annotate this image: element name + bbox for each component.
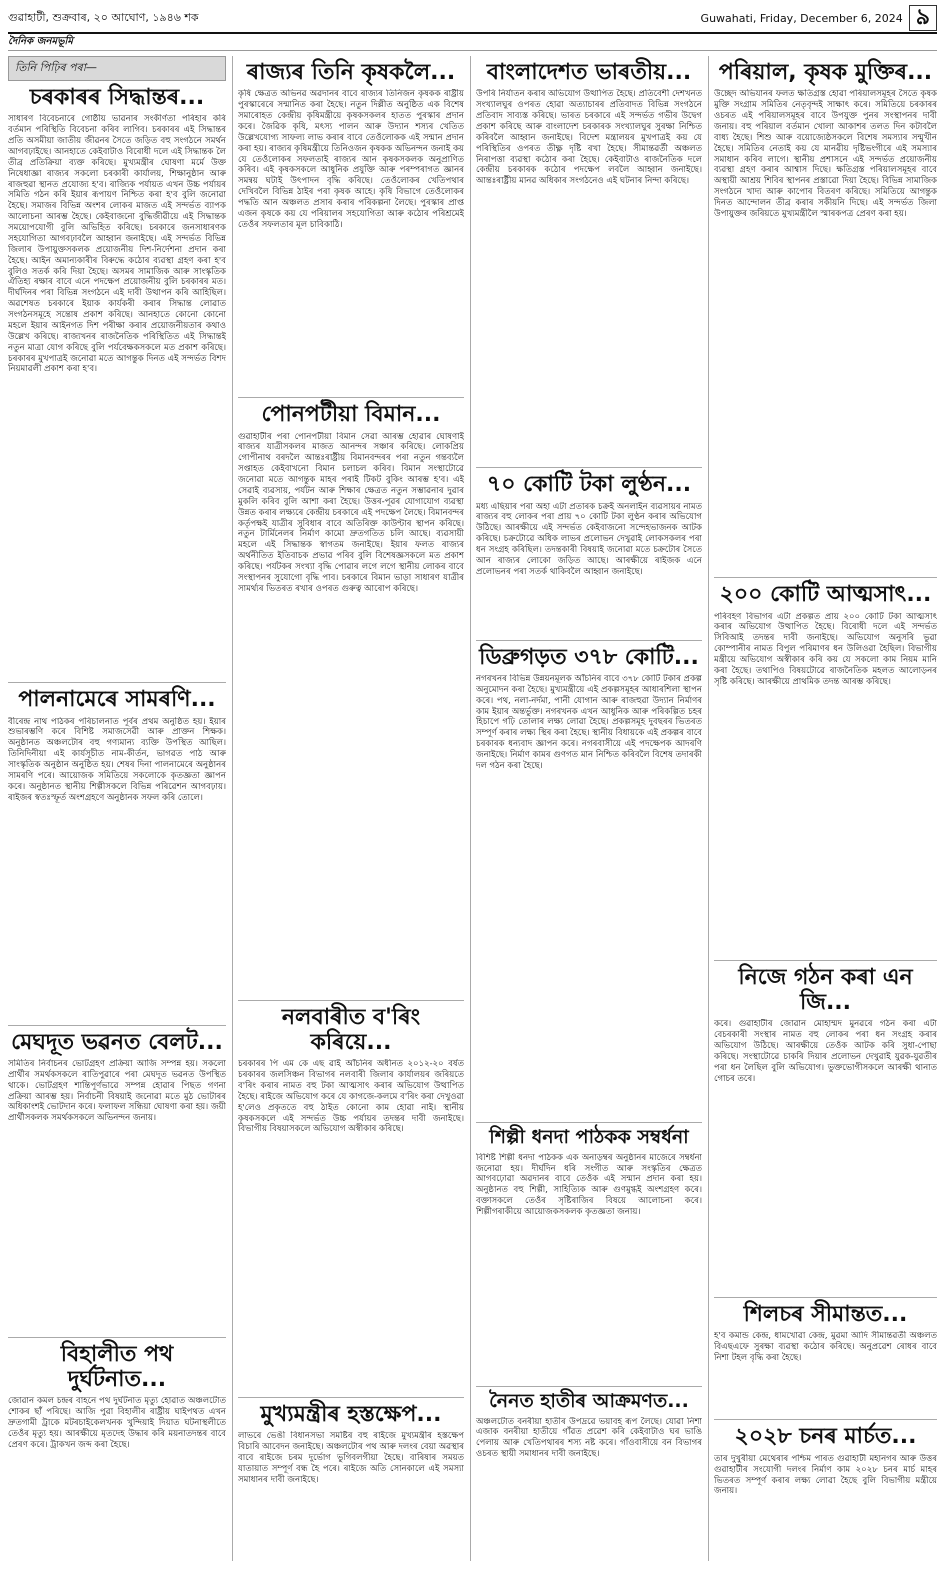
article-headline: পালনামেৰে সামৰণি... — [18, 687, 216, 713]
article — [8, 1030, 226, 1338]
article-body: হ'ব কমান্ড কেন্দ্ৰ, ধামখোৱা কেন্দ্ৰ, মুৱমা আদি সীমান্তৱৰ্তী অঞ্চলত বিএছএফে সুৰক্ষা ব্যৱস্থা কঠোৰ কৰিছে। অনুপ্ৰৱেশ ৰোধৰ বাবে নিশা টহল বৃদ্ধি কৰা হৈছে। — [714, 1331, 937, 1364]
column-rule — [708, 56, 709, 1561]
masthead — [8, 4, 937, 34]
article — [714, 965, 937, 1299]
article-body: তাৰ দুখুৰীয়া মেথেৰাৰ পশ্চিম পাৰত গুৱাহাটী মহানগৰ আৰু উত্তৰ গুৱাহাটীৰ সংযোগী দলংৰ নিৰ্মাণ কাম ২০২৮ চনৰ মাৰ্চ মাহৰ ভিতৰত সম্পূৰ্ণ কৰাৰ লক্ষ্য লোৱা হৈছে বুলি বিভাগীয় মন্ত্ৰীয়ে জনায়। — [714, 1453, 937, 1497]
article-body: বিশিষ্ট শিল্পী ধনদা পাঠকক এক অনাড়ম্বৰ অনুষ্ঠানৰ মাজেৰে সম্বৰ্ধনা জনোৱা হয়। দীৰ্ঘদিন ধৰি সংগীত আৰু সংস্কৃতিৰ ক্ষেত্ৰত আগবঢ়োৱা অৱদানৰ বাবে তেওঁক এই সন্মান প্ৰদান কৰা হয়। অনুষ্ঠানত বহু শিল্পী, সাহিত্যিক আৰু গুণমুগ্ধই অংশগ্ৰহণ কৰে। বক্তাসকলে তেওঁৰ সৃষ্টিৰাজিৰ বিষয়ে আলোচনা কৰে। শিল্পীগৰাকীয়ে আয়োজকসকলক কৃতজ্ঞতা জনায়। — [476, 1152, 702, 1218]
article-body: পৰিবহণ বিভাগৰ এটা প্ৰকল্পত প্ৰায় ২০০ কোটি টকা আত্মসাৎ কৰাৰ অভিযোগ উত্থাপিত হৈছে। বিৰোধী দলে এই সন্দৰ্ভত সিবিআই তদন্তৰ দাবী জনাইছে। অভিযোগ অনুসৰি ভুৱা কোম্পানীৰ নামত বিপুল পৰিমাণৰ ধন উলিওৱা হৈছিল। বিভাগীয় মন্ত্ৰীয়ে অভিযোগ অস্বীকাৰ কৰি কয় যে সকলো কাম নিয়ম মানি কৰা হৈছে। তথাপিও বিষয়টোৱে ৰাজনৈতিক মহলত আলোড়নৰ সৃষ্টি কৰিছে। আৰক্ষীয়ে প্ৰাথমিক তদন্ত আৰম্ভ কৰিছে। — [714, 611, 937, 687]
article-headline: বিহালীত পথ দুৰ্ঘটনাত... — [60, 1341, 174, 1393]
article-body: উচ্ছেদ অভিযানৰ ফলত ক্ষতিগ্ৰস্ত হোৱা পৰিয়ালসমূহৰ সৈতে কৃষক মুক্তি সংগ্ৰাম সমিতিৰ নেতৃবৃন্দই সাক্ষাৎ কৰে। সমিতিয়ে চৰকাৰৰ ওচৰত এই পৰিয়ালসমূহৰ বাবে উপযুক্ত পুনৰ সংস্থাপনৰ দাবী জনায়। বহু পৰিয়াল বৰ্তমান খোলা আকাশৰ তলত দিন কটাবলৈ বাধ্য হৈছে। শিশু আৰু বয়োজ্যেষ্ঠসকলে বিশেষ সমস্যাৰ সন্মুখীন হৈছে। সমিতিৰ নেতাই কয় যে মানৱীয় দৃষ্টিভংগীৰে এই সমস্যাৰ সমাধান কৰিব লাগে। স্থানীয় প্ৰশাসনে এই সন্দৰ্ভত প্ৰয়োজনীয় ব্যৱস্থা গ্ৰহণ কৰাৰ আশ্বাস দিছে। ক্ষতিগ্ৰস্ত পৰিয়ালসমূহৰ বাবে অস্থায়ী আশ্ৰয় শিবিৰ স্থাপনৰ প্ৰস্তাৱো দিয়া হৈছে। বিভিন্ন সামাজিক সংগঠনে খাদ্য আৰু কাপোৰ বিতৰণ কৰিছে। সমিতিয়ে আগন্তুক দিনত আন্দোলন তীব্ৰ কৰাৰ সকীয়নি দিছে। এই সন্দৰ্ভত জিলা উপায়ুক্তৰ জৰিয়তে মুখ্যমন্ত্ৰীলৈ স্মাৰকপত্ৰ প্ৰেৰণ কৰা হয়। — [714, 89, 937, 219]
article-body: জোৱান কমল চন্দ্ৰৰ বাহনে পথ দুৰ্ঘটনাত মৃত্যু হোৱাত অঞ্চলটোত শোকৰ ছাঁ পৰিছে। আজি পুৱা বিহালীৰ ৰাষ্ট্ৰীয় ঘাইপথত এখন দ্ৰুতগামী ট্ৰাকে মটৰচাইকেলখনক খুন্দিয়াই দিয়াত ঘটনাস্থলীতে তেওঁৰ মৃত্যু হয়। আৰক্ষীয়ে মৃতদেহ উদ্ধাৰ কৰি ময়নাতদন্তৰ বাবে প্ৰেৰণ কৰে। ট্ৰাকখন জব্দ কৰা হৈছে। — [8, 1396, 226, 1450]
article — [714, 1424, 937, 1543]
article — [476, 60, 702, 468]
article — [476, 472, 702, 640]
article-body: কৃষি ক্ষেত্ৰত অভিনৱ অৱদানৰ বাবে ৰাজ্যৰ তিনিজন কৃষকক ৰাষ্ট্ৰীয় পুৰস্কাৰেৰে সন্মানিত কৰা হৈছে। নতুন দিল্লীত অনুষ্ঠিত এক বিশেষ সমাৰোহত কেন্দ্ৰীয় কৃষিমন্ত্ৰীয়ে কৃষকসকলৰ হাতত পুৰস্কাৰ প্ৰদান কৰে। জৈৱিক কৃষি, মৎস্য পালন আৰু উদ্যান শস্যৰ খেতিত উল্লেখযোগ্য সাফল্য লাভ কৰাৰ বাবে তেওঁলোকক এই সন্মান প্ৰদান কৰা হয়। ৰাজ্যৰ কৃষিমন্ত্ৰীয়ে তিনিওজন কৃষকক অভিনন্দন জনাই কয় যে তেওঁলোকৰ সফলতাই ৰাজ্যৰ আন কৃষকসকলক অনুপ্ৰাণিত কৰিব। এই কৃষকসকলে আধুনিক প্ৰযুক্তি আৰু পৰম্পৰাগত জ্ঞানৰ সমন্বয় ঘটাই উৎপাদন বৃদ্ধি কৰিছে। তেওঁলোকৰ খেতিপথাৰ দেখিবলৈ বিভিন্ন ঠাইৰ পৰা কৃষক আহে। কৃষি বিভাগে তেওঁলোকৰ পদ্ধতি আন অঞ্চলত প্ৰসাৰ কৰাৰ পৰিকল্পনা লৈছে। পুৰস্কাৰ প্ৰাপ্ত এজন কৃষকে কয় যে পৰিয়ালৰ সহযোগিতা আৰু কঠোৰ পৰিশ্ৰমেই তেওঁৰ সফলতাৰ মূল চাবিকাঠি। — [238, 89, 464, 230]
article — [476, 1391, 702, 1527]
column-rule — [470, 56, 471, 1561]
article — [8, 1342, 226, 1497]
article — [476, 645, 702, 1123]
masthead-right — [701, 5, 937, 31]
article-body: নগৰখনৰ বিভিন্ন উন্নয়নমূলক আঁচনিৰ বাবে ৩৭৮ কোটি টকাৰ প্ৰকল্প অনুমোদন কৰা হৈছে। মুখ্যমন্ত্ৰীয়ে এই প্ৰকল্পসমূহৰ আধাৰশিলা স্থাপন কৰে। পথ, নলা-নৰ্দমা, পানী যোগান আৰু ৰাজহুৱা উদ্যান নিৰ্মাণৰ কাম ইয়াৰ অন্তৰ্ভুক্ত। নগৰখনক এখন আধুনিক আৰু পৰিকল্পিত চহৰ হিচাপে গঢ়ি তোলাৰ লক্ষ্য লোৱা হৈছে। প্ৰকল্পসমূহ দুবছৰৰ ভিতৰত সম্পূৰ্ণ কৰাৰ লক্ষ্য স্থিৰ কৰা হৈছে। স্থানীয় বিধায়কে এই প্ৰকল্পৰ বাবে চৰকাৰক ধন্যবাদ জ্ঞাপন কৰে। নগৰবাসীয়ে এই পদক্ষেপক আদৰণি জনাইছে। নিৰ্মাণ কামৰ গুণগত মান নিশ্চিত কৰিবলৈ বিশেষ তদাৰকী দল গঠন কৰা হৈছে। — [476, 673, 702, 771]
article-headline: ডিব্ৰুগড়ত ৩৭৮ কোটি... — [479, 644, 699, 670]
column-1 — [8, 56, 226, 1561]
section-box: তিনি পিঢ়িৰ পৰা— — [8, 56, 226, 81]
article-headline: মেঘদূত ভৱনত বেলট... — [11, 1029, 223, 1055]
article — [238, 402, 464, 1000]
article-headline: শিল্পী ধনদা পাঠকক সম্বৰ্ধনা — [489, 1125, 689, 1148]
masthead-date-assamese: গুৱাহাটী, শুক্ৰবাৰ, ২০ আঘোণ, ১৯৪৬ শক — [8, 10, 199, 24]
article-body: চৰকাৰৰ পি এম কে এছ ৱাই আঁচনিৰ অধীনত ২০১২-২০ বৰ্ষত চৰকাৰৰ জলসিঞ্চন বিভাগৰ নলবাৰী জিলাৰ কাৰ্যালয়ৰ জৰিয়তে ব'ৰিং কৰাৰ নামত বহু টকা আত্মসাৎ কৰাৰ অভিযোগ উত্থাপিত হৈছে। ৰাইজে অভিযোগ কৰে যে কাগজে-কলমে ব'ৰিং কৰা দেখুওৱা হ'লেও প্ৰকৃততে বহু ঠাইত কোনো কাম হোৱা নাই। স্থানীয় কৃষকসকলে এই সন্দৰ্ভত উচ্চ পৰ্যায়ৰ তদন্তৰ দাবী জনাইছে। বিভাগীয় বিষয়াসকলে অভিযোগ অস্বীকাৰ কৰিছে। — [238, 1059, 464, 1135]
column-rule — [232, 56, 233, 1561]
article — [238, 60, 464, 398]
article-body: কৰে। গুৱাহাটীৰ জোৱান মোহাম্মদ মুনৱৰে গঠন কৰা এটা বেচৰকাৰী সংস্থাৰ নামত বহু লোকৰ পৰা ধন সংগ্ৰহ কৰাৰ অভিযোগ উঠিছে। আৰক্ষীয়ে তেওঁক আটক কৰি সুধা-পোছা কৰিছে। সংস্থাটোৱে চাকৰি দিয়াৰ প্ৰলোভন দেখুৱাই যুৱক-যুৱতীৰ পৰা ধন লৈছিল বুলি অভিযোগ। ভুক্তভোগীসকলে আৰক্ষী থানাত গোচৰ তৰে। — [714, 1019, 937, 1084]
article-headline: ২০০ কোটি আত্মসাৎ... — [719, 582, 932, 608]
article-headline: চৰকাৰৰ সিদ্ধান্তৰ... — [29, 85, 205, 110]
article — [8, 687, 226, 1025]
article-body: অঞ্চলটোত বনৰীয়া হাতীৰ উপদ্ৰৱে ভয়াবহ ৰূপ লৈছে। যোৱা নিশা এজাক বনৰীয়া হাতীয়ে গাঁৱত প্ৰৱেশ কৰি কেইবাটাও ঘৰ ভাঙি পেলায় আৰু খেতিপথাৰৰ শস্য নষ্ট কৰে। গাঁওবাসীয়ে বন বিভাগৰ ওচৰত স্থায়ী সমাধানৰ দাবী জনাইছে। — [476, 1416, 702, 1460]
article-headline: নিজে গঠন কৰা এন জি... — [738, 964, 913, 1015]
masthead-date-english: Guwahati, Friday, December 6, 2024 — [700, 11, 903, 25]
article-headline: নৈনত হাতীৰ আক্ৰমণত... — [489, 1389, 689, 1412]
article — [714, 582, 937, 960]
article-headline: বাংলাদেশত ভাৰতীয়... — [486, 60, 692, 85]
paper-name — [8, 34, 937, 51]
article-body: মধ্য এছিয়াৰ পৰা অহা এটা প্ৰতাৰক চক্ৰই অনলাইন ব্যৱসায়ৰ নামত ৰাজ্যৰ বহু লোকৰ পৰা প্ৰায় ৭০ কোটি টকা লুণ্ঠন কৰাৰ অভিযোগ উঠিছে। আৰক্ষীয়ে এই সন্দৰ্ভত কেইবাজনো সন্দেহভাজনক আটক কৰিছে। চক্ৰটোৱে অধিক লাভৰ প্ৰলোভন দেখুৱাই লোকসকলৰ পৰা ধন সংগ্ৰহ কৰিছিল। তদন্তকাৰী বিষয়াই জনোৱা মতে চক্ৰটোৰ সৈতে আন ৰাজ্যৰ লোকো জড়িত আছে। আৰক্ষীয়ে ৰাইজক এনে প্ৰলোভনৰ পৰা সতৰ্ক থাকিবলৈ আহ্বান জনাইছে। — [476, 501, 702, 577]
article-headline: শিলচৰ সীমান্তত... — [743, 1302, 908, 1328]
article — [714, 1302, 937, 1420]
column-3 — [476, 56, 702, 1561]
article — [476, 1127, 702, 1387]
article-body: সাধাৰণ বিবেচনাৰে গোষ্ঠীয় ভাৱনাৰ সংকীৰ্ণতা পৰিহাৰ কৰি বৰ্তমান পৰিস্থিতি বিবেচনা কৰিব লাগিব। চৰকাৰৰ এই সিদ্ধান্তৰ প্ৰতি অসমীয়া জাতীয় জীৱনৰ সৈতে জড়িত বহু সংগঠনে সমৰ্থন আগবঢ়াইছে। আনহাতে কেইবাটাও বিৰোধী দলে এই সিদ্ধান্তক লৈ তীব্ৰ প্ৰতিক্ৰিয়া ব্যক্ত কৰিছে। মুখ্যমন্ত্ৰীৰ ঘোষণা মৰ্মে উক্ত নিষেধাজ্ঞা ৰাজ্যৰ সকলো চৰকাৰী কাৰ্যালয়, শিক্ষানুষ্ঠান আৰু ৰাজহুৱা স্থানত প্ৰযোজ্য হ'ব। ৰাজ্যিক পৰ্যায়ত এখন উচ্চ পৰ্যায়ৰ সমিতি গঠন কৰি ইয়াৰ ৰূপায়ণ নিশ্চিত কৰা হ'ব বুলি জনোৱা হৈছে। সমাজৰ বিভিন্ন অংশৰ লোকৰ মাজত এই সন্দৰ্ভত ব্যাপক আলোচনা আৰম্ভ হৈছে। কেইবাজনো বুদ্ধিজীৱীয়ে এই সিদ্ধান্তক সময়োপযোগী বুলি অভিহিত কৰিছে। চৰকাৰে জনসাধাৰণক সহযোগিতা আগবঢ়াবলৈ আহ্বান জনাইছে। এই সন্দৰ্ভত বিভিন্ন জিলাৰ উপায়ুক্তসকলক প্ৰয়োজনীয় দিশ-নিৰ্দেশনা প্ৰদান কৰা হৈছে। আইন অমান্যকাৰীৰ বিৰুদ্ধে কঠোৰ ব্যৱস্থা গ্ৰহণ কৰা হ'ব বুলিও সতৰ্ক কৰি দিয়া হৈছে। অসমৰ সামাজিক আৰু সাংস্কৃতিক ঐতিহ্য ৰক্ষাৰ বাবে এনে পদক্ষেপ প্ৰয়োজনীয় বুলি চৰকাৰৰ মত। দীৰ্ঘদিনৰ পৰা বিভিন্ন সংগঠনে এই দাবী উত্থাপন কৰি আহিছিল। অৱশেষত চৰকাৰে ইয়াক কাৰ্যকৰী কৰাৰ সিদ্ধান্ত লোৱাত সংগঠনসমূহে সন্তোষ প্ৰকাশ কৰিছে। আনহাতে কোনো কোনো মহলে ইয়াৰ আইনগত দিশ পৰীক্ষা কৰাৰ প্ৰয়োজনীয়তাৰ কথাও উল্লেখ কৰিছে। ৰাজ্যখনৰ ৰাজনৈতিক পৰিস্থিতিত এই সিদ্ধান্তই নতুন মাত্ৰা যোগ কৰিছে বুলি পৰ্যবেক্ষকসকলে মত প্ৰকাশ কৰিছে। চৰকাৰৰ মুখপাত্ৰই জনোৱা মতে আগন্তুক দিনত এই সন্দৰ্ভত বিশদ নিয়মাৱলী প্ৰকাশ কৰা হ'ব। — [8, 114, 226, 375]
article-headline: ২০২৮ চনৰ মাৰ্চত... — [734, 1424, 917, 1450]
column-2 — [238, 56, 464, 1561]
page-number: ৯ — [909, 5, 937, 31]
article-headline: ৭০ কোটি টকা লুণ্ঠন... — [486, 472, 692, 498]
article — [8, 85, 226, 683]
paper-name-text: দৈনিক জনমভূমি — [8, 36, 73, 47]
article-body: সমিতিৰ নিৰ্বাচনৰ ভোটগ্ৰহণ প্ৰক্ৰিয়া আজি সম্পন্ন হয়। সকলো প্ৰাৰ্থীৰ সমৰ্থকসকলে ৰাতিপুৱাৰে পৰা মেঘদূত ভৱনত উপস্থিত থাকে। ভোটগ্ৰহণ শান্তিপূৰ্ণভাৱে সম্পন্ন হোৱাৰ পিছত গণনা প্ৰক্ৰিয়া আৰম্ভ হয়। নিৰ্বাচনী বিষয়াই জনোৱা মতে মুঠ ভোটাৰৰ অধিকাংশই ভোটদান কৰে। ফলাফল সন্ধিয়া ঘোষণা কৰা হয়। জয়ী প্ৰাৰ্থীসকলক সমৰ্থকসকলে অভিনন্দন জনায়। — [8, 1058, 226, 1124]
article-body: লাভৰে ভেঙী বিধানসভা সমষ্টিৰ বহু ৰাইজে মুখ্যমন্ত্ৰীৰ হস্তক্ষেপ বিচাৰি আবেদন জনাইছে। অঞ্চলটোৰ পথ আৰু দলংৰ বেয়া অৱস্থাৰ বাবে ৰাইজে চৰম দুৰ্ভোগ ভুগিবলগীয়া হৈছে। বাৰিষাৰ সময়ত যাতায়াত সম্পূৰ্ণ বন্ধ হৈ পৰে। ৰাইজে অতি সোনকালে এই সমস্যা সমাধানৰ দাবী জনাইছে। — [238, 1431, 464, 1485]
article — [238, 1402, 464, 1561]
article — [238, 1005, 464, 1399]
article-body: উপৰি নিৰ্যাতন কৰাৰ অভিযোগ উত্থাপিত হৈছে। প্ৰতিবেশী দেশখনত সংখ্যালঘুৰ ওপৰত হোৱা অত্যাচাৰৰ প্ৰতিবাদত বিভিন্ন সংগঠনে প্ৰতিবাদ সাব্যস্ত কৰিছে। ভাৰত চৰকাৰে এই সন্দৰ্ভত গভীৰ উদ্বেগ প্ৰকাশ কৰিছে আৰু বাংলাদেশ চৰকাৰক সংখ্যালঘুৰ সুৰক্ষা নিশ্চিত কৰিবলৈ আহ্বান জনাইছে। বিদেশ মন্ত্ৰালয়ৰ মুখপাত্ৰই কয় যে পৰিস্থিতিৰ ওপৰত তীক্ষ্ণ দৃষ্টি ৰখা হৈছে। সীমান্তৱৰ্তী অঞ্চলত নিৰাপত্তা ব্যৱস্থা কঠোৰ কৰা হৈছে। কেইবাটাও ৰাজনৈতিক দলে কেন্দ্ৰীয় চৰকাৰক কঠোৰ পদক্ষেপ লবলৈ আহ্বান জনাইছে। আন্তঃৰাষ্ট্ৰীয় মানৱ অধিকাৰ সংগঠনেও এই ঘটনাৰ নিন্দা কৰিছে। — [476, 89, 702, 187]
article-headline: পৰিয়াল, কৃষক মুক্তিৰ... — [718, 60, 933, 85]
article-headline: ৰাজ্যৰ তিনি কৃষকলৈ... — [246, 60, 456, 85]
article — [714, 60, 937, 578]
article-headline: পোনপটীয়া বিমান... — [261, 402, 441, 428]
column-4 — [714, 56, 937, 1561]
article-headline: নলবাৰীত ব'ৰিং কৰিয়ে... — [281, 1004, 421, 1055]
article-headline: মুখ্যমন্ত্ৰীৰ হস্তক্ষেপ... — [260, 1402, 442, 1428]
article-body: বীৰেন্দ্ৰ নাথ পাঠকৰ পৰিচালনাত পূৰ্বৰ প্ৰথম অনুষ্ঠিত হয়। ইয়াৰ শুভাৰম্ভণি কৰে বিশিষ্ট সমাজসেৱী আৰু প্ৰাক্তন শিক্ষক। অনুষ্ঠানত অঞ্চলটোৰ বহু গণ্যমান্য ব্যক্তি উপস্থিত আছিল। তিনিদিনীয়া এই কাৰ্যসূচীত নাম-কীৰ্তন, ভাগৱত পাঠ আৰু সাংস্কৃতিক অনুষ্ঠান অনুষ্ঠিত হয়। শেষৰ দিনা পালনামেৰে অনুষ্ঠানৰ সামৰণি পৰে। আয়োজক সমিতিয়ে সকলোকে কৃতজ্ঞতা জ্ঞাপন কৰে। অনুষ্ঠানত স্থানীয় শিল্পীসকলে বিভিন্ন পৰিৱেশন আগবঢ়ায়। ৰাইজৰ স্বতঃস্ফূৰ্ত অংশগ্ৰহণে অনুষ্ঠানক সফল কৰি তোলে। — [8, 716, 226, 803]
article-body: গুৱাহাটীৰ পৰা পোনপটীয়া বিমান সেৱা আৰম্ভ হোৱাৰ ঘোষণাই ৰাজ্যৰ যাত্ৰীসকলৰ মাজত আনন্দৰ সঞ্চাৰ কৰিছে। লোকপ্ৰিয় গোপীনাথ বৰদলৈ আন্তঃৰাষ্ট্ৰীয় বিমানবন্দৰৰ পৰা নতুন গন্তব্যলৈ সপ্তাহত কেইবাখনো বিমান চলাচল কৰিব। বিমান সংস্থাটোৱে জনোৱা মতে আগন্তুক মাহৰ পৰাই টিকট বুকিং আৰম্ভ হ'ব। এই সেৱাই ব্যৱসায়, পৰ্যটন আৰু শিক্ষাৰ ক্ষেত্ৰত নতুন সম্ভাৱনাৰ দুৱাৰ মুকলি কৰিব বুলি আশা কৰা হৈছে। উত্তৰ-পূৱৰ যোগাযোগ ব্যৱস্থা উন্নত কৰাৰ লক্ষ্যৰে কেন্দ্ৰীয় চৰকাৰে এই পদক্ষেপ লৈছে। বিমানবন্দৰ কৰ্তৃপক্ষই যাত্ৰীৰ সুবিধাৰ বাবে অতিৰিক্ত কাউণ্টাৰ স্থাপন কৰিছে। নতুন টাৰ্মিনেলৰ নিৰ্মাণ কামো দ্ৰুতগতিত চলি আছে। ব্যৱসায়ী মহলে এই সিদ্ধান্তক স্বাগতম জনাইছে। ইয়াৰ ফলত ৰাজ্যৰ অৰ্থনীতিত ইতিবাচক প্ৰভাৱ পৰিব বুলি বিশেষজ্ঞসকলে মত প্ৰকাশ কৰিছে। পৰ্যটকৰ সংখ্যা বৃদ্ধি পোৱাৰ লগে লগে স্থানীয় লোকৰ বাবে সংস্থাপনৰ সুযোগো বৃদ্ধি পাব। চৰকাৰে বিমান ভাড়া সাধাৰণ যাত্ৰীৰ সামৰ্থ্যৰ ভিতৰত ৰখাৰ ওপৰত গুৰুত্ব আৰোপ কৰিছে। — [238, 431, 464, 594]
